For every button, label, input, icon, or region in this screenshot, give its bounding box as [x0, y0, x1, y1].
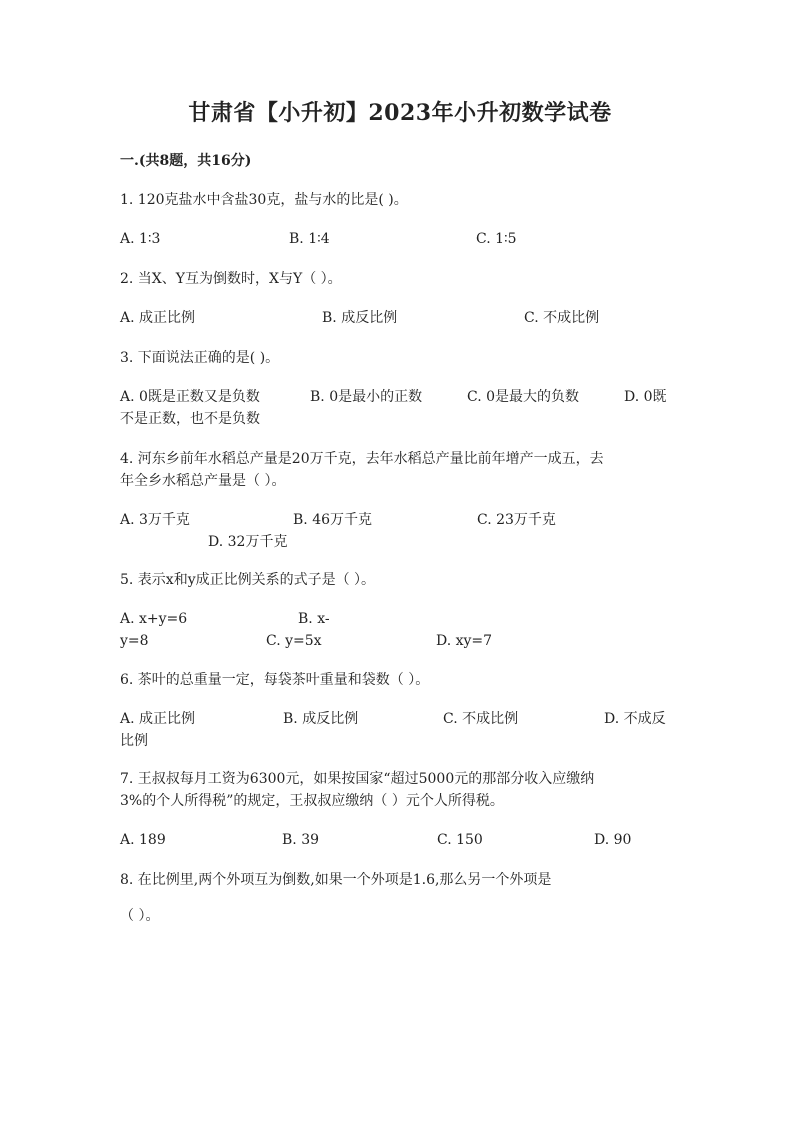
- q6-option-d-cont: 比例: [120, 733, 148, 749]
- page-title: 甘肃省【小升初】2023年小升初数学试卷: [188, 100, 612, 126]
- question-4-line1: 4. 河东乡前年水稻总产量是20万千克，去年水稻总产量比前年增产一成五，去: [120, 451, 604, 467]
- q7-option-d: D. 90: [594, 832, 632, 848]
- section-heading: 一.(共8题，共16分): [120, 153, 252, 169]
- q4-option-d: D. 32万千克: [208, 534, 288, 550]
- q1-option-c: C. 1∶5: [476, 231, 517, 247]
- q7-option-a: A. 189: [120, 832, 166, 848]
- question-8: 8. 在比例里,两个外项互为倒数,如果一个外项是1.6,那么另一个外项是: [120, 872, 552, 888]
- q1-option-b: B. 1∶4: [289, 231, 330, 247]
- question-3: 3. 下面说法正确的是( )。: [120, 350, 280, 366]
- q5-option-b: B. x-: [298, 611, 330, 627]
- q6-option-d: D. 不成反: [604, 711, 666, 727]
- q3-option-d-cont: 不是正数，也不是负数: [120, 411, 260, 427]
- q5-option-c: C. y=5x: [266, 633, 322, 649]
- q4-option-b: B. 46万千克: [293, 512, 373, 528]
- q6-option-c: C. 不成比例: [443, 711, 519, 727]
- q7-option-c: C. 150: [437, 832, 483, 848]
- question-2: 2. 当X、Y互为倒数时，X与Y（ ）。: [120, 271, 342, 287]
- q5-option-b-cont: y=8: [120, 633, 149, 649]
- q1-option-a: A. 1∶3: [120, 231, 161, 247]
- q3-option-c: C. 0是最大的负数: [467, 389, 580, 405]
- q2-option-c: C. 不成比例: [524, 310, 600, 326]
- question-5: 5. 表示x和y成正比例关系的式子是（ ）。: [120, 572, 376, 588]
- question-6: 6. 茶叶的总重量一定，每袋茶叶重量和袋数（ ）。: [120, 672, 430, 688]
- q2-option-a: A. 成正比例: [120, 310, 196, 326]
- q3-option-b: B. 0是最小的正数: [310, 389, 423, 405]
- question-7-line1: 7. 王叔叔每月工资为6300元，如果按国家“超过5000元的那部分收入应缴纳: [120, 771, 595, 787]
- q3-option-d: D. 0既: [624, 389, 667, 405]
- q6-option-a: A. 成正比例: [120, 711, 196, 727]
- question-1: 1. 120克盐水中含盐30克，盐与水的比是( )。: [120, 192, 408, 208]
- question-8-blank: （ ）。: [120, 908, 160, 924]
- question-7-line2: 3%的个人所得税”的规定，王叔叔应缴纳（ ）元个人所得税。: [120, 793, 504, 809]
- q4-option-c: C. 23万千克: [477, 512, 556, 528]
- q5-option-d: D. xy=7: [436, 633, 493, 649]
- q3-option-a: A. 0既是正数又是负数: [120, 389, 260, 405]
- q6-option-b: B. 成反比例: [283, 711, 359, 727]
- q7-option-b: B. 39: [282, 832, 320, 848]
- q4-option-a: A. 3万千克: [120, 512, 190, 528]
- question-4-line2: 年全乡水稻总产量是（ ）。: [120, 473, 286, 489]
- q2-option-b: B. 成反比例: [322, 310, 398, 326]
- q5-option-a: A. x+y=6: [120, 611, 188, 627]
